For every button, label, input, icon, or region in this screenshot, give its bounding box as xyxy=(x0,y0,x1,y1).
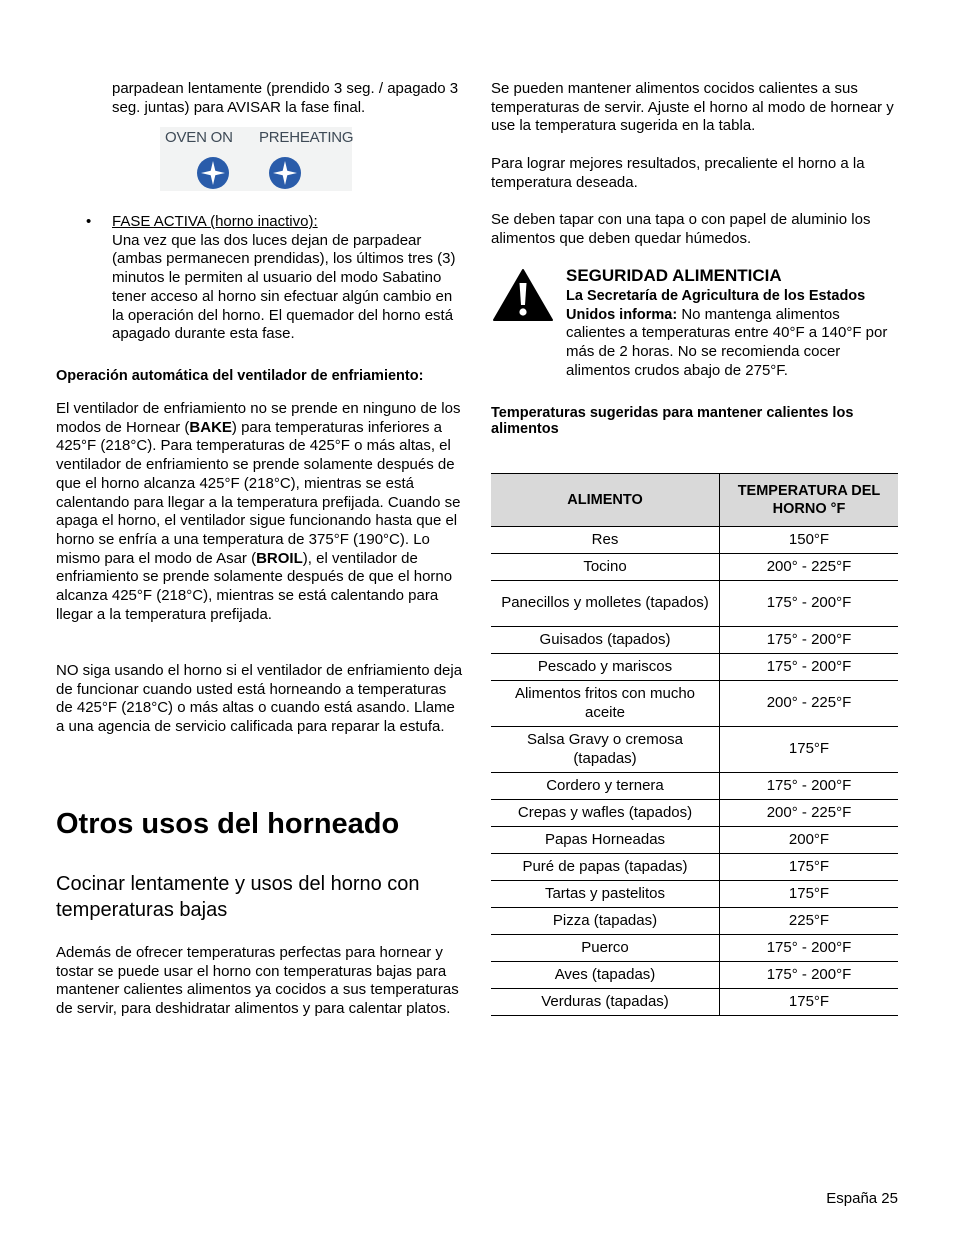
food-cell: Pizza (tapadas) xyxy=(491,908,720,935)
temperature-cell: 175°F xyxy=(720,989,899,1016)
food-cell: Tocino xyxy=(491,554,720,581)
table-row xyxy=(491,581,898,627)
table-row xyxy=(491,773,898,800)
bake-label: BAKE xyxy=(189,418,232,436)
food-cell: Panecillos y molletes (tapados) xyxy=(491,581,720,627)
temperature-cell: 175° - 200°F xyxy=(720,654,899,681)
table-row xyxy=(491,935,898,962)
food-safety-title: SEGURIDAD ALIMENTICIA xyxy=(566,266,782,285)
food-cell: Salsa Gravy o cremosa (tapadas) xyxy=(491,727,720,773)
right-paragraph-1: Se pueden mantener alimentos cocidos calientes a sus temperaturas de servir. Ajuste el horno al modo de hornear y use la temperatura sugerida en la tabla. xyxy=(491,80,894,135)
fan-p1-a: El ventilador de enfriamiento no se prende en ninguno de los modos de Hornear ( xyxy=(56,400,461,436)
food-safety-source: La Secretaría de Agricultura de los Estados Unidos informa: xyxy=(566,288,866,323)
food-cell: Aves (tapadas) xyxy=(491,962,720,989)
oven-on-label: OVEN ON xyxy=(165,129,233,146)
food-cell: Crepas y wafles (tapados) xyxy=(491,800,720,827)
food-cell: Guisados (tapados) xyxy=(491,627,720,654)
food-cell: Verduras (tapadas) xyxy=(491,989,720,1016)
temperature-cell: 200°F xyxy=(720,827,899,854)
table-row xyxy=(491,681,898,727)
oven-indicator-panel xyxy=(160,127,352,191)
fan-p1-b: ) para temperaturas inferiores a 425°F (218°C). Para temperaturas de 425°F o más altas, el ventilador de enfriamiento se prende solamente después de que el horno alcanza 425°F (218°C), mientras se está calentando para llegar a la temperatura prefijada. Cuando se apaga el horno, el ventilador sigue funcionando hasta que el horno se enfría a una temperatura de 375°F (190°C). Lo mismo para el modo de Asar ( xyxy=(56,418,461,567)
table-row xyxy=(491,989,898,1016)
temperature-cell: 175° - 200°F xyxy=(720,773,899,800)
table-row xyxy=(491,962,898,989)
fan-heading: Operación automática del ventilador de enfriamiento: xyxy=(56,368,424,384)
oven-on-star-icon xyxy=(196,156,230,190)
food-safety-text: No mantenga alimentos calientes a temperaturas entre 40°F a 140°F por más de 2 horas. No se recomienda cocer alimentos crudos abajo de 275°F. xyxy=(566,305,888,379)
temperature-cell: 200° - 225°F xyxy=(720,800,899,827)
right-paragraph-3: Se deben tapar con una tapa o con papel de aluminio los alimentos que deben quedar húmedos. xyxy=(491,211,871,247)
temperature-cell: 200° - 225°F xyxy=(720,554,899,581)
table-row xyxy=(491,854,898,881)
table-row xyxy=(491,881,898,908)
table-row xyxy=(491,654,898,681)
food-cell: Puré de papas (tapadas) xyxy=(491,854,720,881)
active-phase-text: Una vez que las dos luces dejan de parpadear (ambas permanecen prendidas), los últimos tres (3) minutos le permiten al usuario del modo Sabatino tener acceso al horno sin efectuar algún cambio en la operación del horno. El quemador del horno está apagado durante esta fase. xyxy=(112,231,456,343)
broil-label: BROIL xyxy=(256,549,303,567)
food-cell: Cordero y ternera xyxy=(491,773,720,800)
fan-paragraph-1 xyxy=(56,400,466,624)
table-row xyxy=(491,908,898,935)
table-row xyxy=(491,800,898,827)
temperature-cell: 225°F xyxy=(720,908,899,935)
temperature-cell: 175°F xyxy=(720,727,899,773)
temperature-cell: 150°F xyxy=(720,527,899,554)
active-phase-title: FASE ACTIVA (horno inactivo): xyxy=(112,213,318,230)
fan-paragraph-2: NO siga usando el horno si el ventilador de enfriamiento deja de funcionar cuando usted está horneando a temperaturas de 425°F (218°C) o más altas o cuando está asando. Llame a una agencia de servicio calificada para reparar la estufa. xyxy=(56,662,463,736)
fan-p1-c: ), el ventilador de enfriamiento se prende solamente después de que el horno alcanza 425°F (218°C), mientras se está calentando para llegar a la temperatura prefijada. xyxy=(56,549,453,623)
bullet: • xyxy=(86,213,92,230)
temperature-cell: 175° - 200°F xyxy=(720,962,899,989)
table-row xyxy=(491,827,898,854)
temperature-table xyxy=(491,473,898,1016)
column-header-temperature: TEMPERATURA DEL HORNO °F xyxy=(720,474,899,527)
food-cell: Tartas y pastelitos xyxy=(491,881,720,908)
active-phase-block xyxy=(112,213,466,344)
preheating-label: PREHEATING xyxy=(259,129,354,146)
temperature-cell: 175°F xyxy=(720,854,899,881)
temperature-cell: 175° - 200°F xyxy=(720,581,899,627)
temperature-cell: 200° - 225°F xyxy=(720,681,899,727)
food-cell: Res xyxy=(491,527,720,554)
subsection-title: Cocinar lentamente y usos del horno con temperaturas bajas xyxy=(56,873,420,921)
subsection-text: Además de ofrecer temperaturas perfectas para hornear y tostar se puede usar el horno con temperaturas bajas para mantener calientes alimentos ya cocidos a sus temperaturas de servir, para deshidratar alimentos y para calentar platos. xyxy=(56,944,459,1018)
food-cell: Alimentos fritos con mucho aceite xyxy=(491,681,720,727)
food-cell: Papas Horneadas xyxy=(491,827,720,854)
temperature-cell: 175°F xyxy=(720,881,899,908)
table-row xyxy=(491,727,898,773)
section-title: Otros usos del horneado xyxy=(56,808,400,840)
page-number: España 25 xyxy=(826,1190,898,1207)
temperature-cell: 175° - 200°F xyxy=(720,935,899,962)
food-cell: Puerco xyxy=(491,935,720,962)
table-caption: Temperaturas sugeridas para mantener calientes los alimentos xyxy=(491,405,854,437)
table-row xyxy=(491,554,898,581)
intro-text: parpadean lentamente (prendido 3 seg. / apagado 3 seg. juntas) para AVISAR la fase final. xyxy=(112,80,459,116)
temperature-cell: 175° - 200°F xyxy=(720,627,899,654)
food-safety-block xyxy=(566,266,900,381)
column-header-food: ALIMENTO xyxy=(491,474,720,527)
table-row xyxy=(491,627,898,654)
table-row xyxy=(491,527,898,554)
right-paragraph-2: Para lograr mejores resultados, precaliente el horno a la temperatura deseada. xyxy=(491,155,865,191)
warning-icon xyxy=(492,268,554,322)
preheating-star-icon xyxy=(268,156,302,190)
food-cell: Pescado y mariscos xyxy=(491,654,720,681)
table-header-row xyxy=(491,474,898,527)
